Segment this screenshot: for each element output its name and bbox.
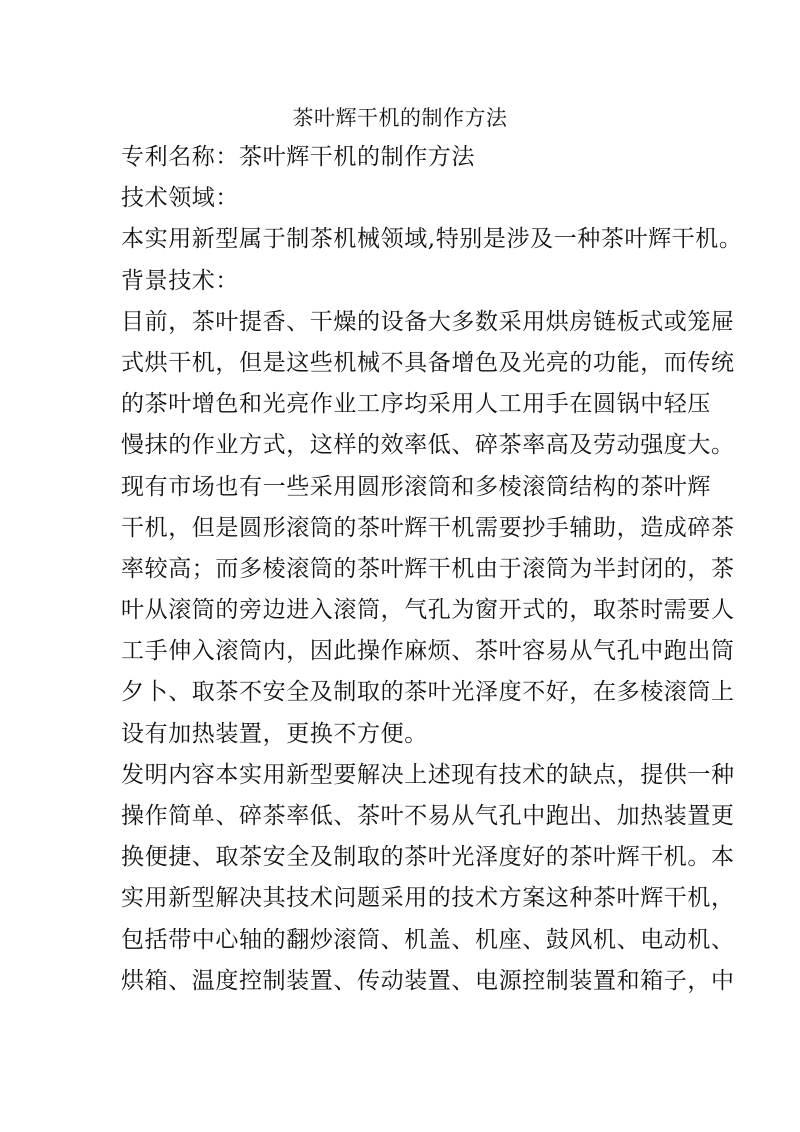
text-line: 率较高；而多棱滚筒的茶叶辉干机由于滚筒为半封闭的，茶 (121, 555, 735, 582)
text-line: 专利名称：茶叶辉干机的制作方法 (121, 144, 475, 170)
text-line: 操作简单、碎茶率低、茶叶不易从气孔中跑出、加热装置更 (121, 803, 735, 829)
text-line: 干机，但是圆形滚筒的茶叶辉干机需要抄手辅助，造成碎茶 (121, 514, 735, 541)
text-line: 发明内容本实用新型要解决上述现有技术的缺点，提供一种 (121, 761, 735, 788)
text-line: 背景技术： (121, 267, 239, 294)
text-line: 本实用新型属于制茶机械领域,特别是涉及一种茶叶辉干机。 (121, 226, 743, 253)
text-line: 叶从滚筒的旁边进入滚筒，气孔为窗开式的，取茶时需要人 (121, 597, 735, 624)
text-line: 目前，茶叶提香、干燥的设备大多数采用烘房链板式或笼屉 (121, 308, 735, 335)
text-line: 式烘干机，但是这些机械不具备增色及光亮的功能，而传统 (121, 349, 735, 376)
text-line: 工手伸入滚筒内，因此操作麻烦、茶叶容易从气孔中跑出筒 (121, 638, 735, 665)
text-line: 换便捷、取茶安全及制取的茶叶光泽度好的茶叶辉干机。本 (121, 844, 735, 871)
text-line: 现有市场也有一些采用圆形滚筒和多棱滚筒结构的茶叶辉 (121, 473, 711, 500)
text-line: 技术领域： (121, 185, 239, 212)
document-title: 茶叶辉干机的制作方法 (292, 106, 508, 130)
text-line: 实用新型解决其技术问题采用的技术方案这种茶叶辉干机， (121, 885, 735, 912)
text-line: 的茶叶增色和光亮作业工序均采用人工用手在圆锅中轻压 (121, 391, 711, 418)
text-line: 烘箱、温度控制装置、传动装置、电源控制装置和箱子，中 (121, 967, 735, 994)
text-line: 慢抹的作业方式，这样的效率低、碎茶率高及劳动强度大。 (121, 432, 735, 459)
document-body (121, 137, 743, 1002)
text-line: 设有加热装置，更换不方便。 (121, 720, 428, 747)
text-line: 包括带中心轴的翻炒滚筒、机盖、机座、鼓风机、电动机、 (121, 926, 735, 953)
text-line: 夕卜、取茶不安全及制取的茶叶光泽度不好，在多棱滚筒上 (121, 679, 735, 706)
